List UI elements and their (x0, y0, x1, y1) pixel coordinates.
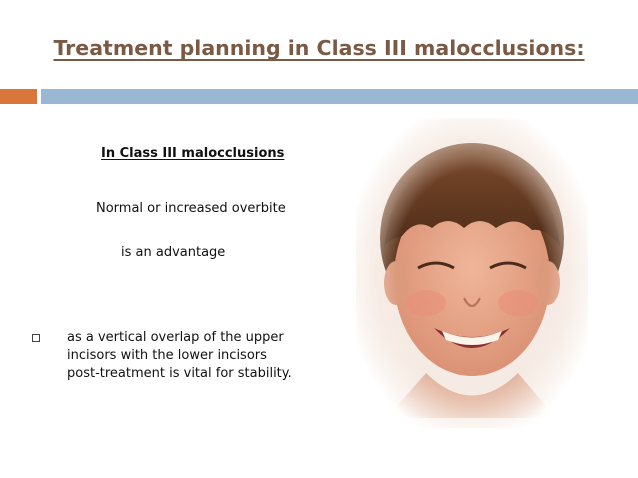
accent-bar-blue (41, 89, 638, 104)
square-bullet-icon (32, 334, 40, 342)
bullet-text: as a vertical overlap of the upper incisors with the lower incisors post-treatment is vital for stability. (67, 330, 292, 381)
subheading: In Class III malocclusions (101, 146, 285, 161)
accent-bar-orange (0, 89, 37, 104)
statement-line-2: is an advantage (121, 245, 226, 260)
slide-title: Treatment planning in Class III malocclusions: (53, 36, 585, 60)
statement-line-1: Normal or increased overbite (96, 201, 286, 216)
child-smiling-photo (356, 118, 588, 428)
